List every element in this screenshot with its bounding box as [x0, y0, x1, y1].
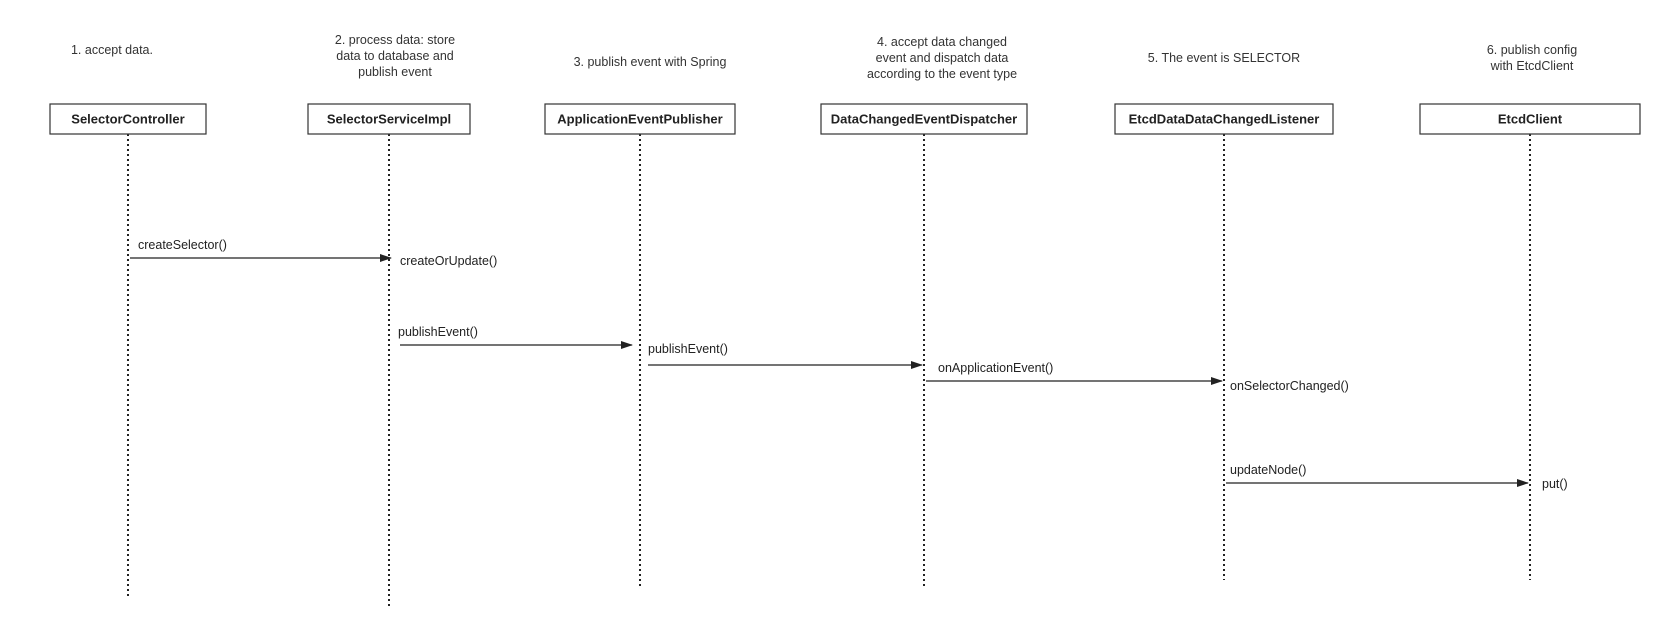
step-caption-line: according to the event type	[866, 67, 1018, 81]
step-caption-line: 4. accept data changed	[877, 35, 1007, 49]
participant-label: EtcdClient	[1497, 111, 1563, 127]
receiver-call-label: createOrUpdate()	[400, 254, 498, 268]
message-2	[398, 325, 728, 356]
step-caption-2	[335, 33, 455, 79]
step-caption-line: publish event	[358, 65, 432, 79]
step-caption-3	[574, 55, 727, 69]
participant-label: DataChangedEventDispatcher	[830, 111, 1018, 127]
participant-SelectorController	[50, 104, 206, 134]
message-1	[130, 238, 497, 268]
receiver-call-label: onSelectorChanged()	[1230, 379, 1349, 393]
step-caption-4	[867, 35, 1017, 81]
receiver-call-label: onApplicationEvent()	[938, 361, 1054, 375]
participant-DataChangedEventDispatcher	[821, 104, 1027, 134]
step-caption-line: event and dispatch data	[875, 51, 1009, 65]
participant-ApplicationEventPublisher	[545, 104, 735, 134]
step-caption-5	[1148, 51, 1300, 65]
message-label: createSelector()	[138, 238, 227, 252]
participant-EtcdClient	[1420, 104, 1640, 134]
participant-label: EtcdDataDataChangedListener	[1128, 111, 1320, 127]
participant-label: SelectorController	[71, 111, 185, 127]
receiver-call-label: publishEvent()	[648, 342, 728, 356]
step-caption-line: 3. publish event with Spring	[573, 55, 727, 69]
message-label: updateNode()	[1230, 463, 1307, 477]
message-5	[1226, 463, 1568, 491]
participant-SelectorServiceImpl	[308, 104, 470, 134]
step-caption-line: 5. The event is SELECTOR	[1147, 51, 1301, 65]
participant-label: ApplicationEventPublisher	[557, 111, 723, 127]
participant-EtcdDataDataChangedListener	[1115, 104, 1333, 134]
step-caption-line: 1. accept data.	[70, 43, 154, 57]
step-caption-line: 6. publish config	[1486, 43, 1578, 57]
message-label: publishEvent()	[398, 325, 478, 339]
step-caption-line: data to database and	[336, 49, 454, 63]
participant-label: SelectorServiceImpl	[326, 111, 452, 127]
message-4	[926, 379, 1349, 393]
step-caption-line: 2. process data: store	[334, 33, 456, 47]
step-caption-line: with EtcdClient	[1490, 59, 1574, 73]
step-caption-1	[71, 43, 153, 57]
receiver-call-label: put()	[1542, 477, 1568, 491]
message-3	[648, 361, 1053, 375]
step-caption-6	[1487, 43, 1577, 73]
